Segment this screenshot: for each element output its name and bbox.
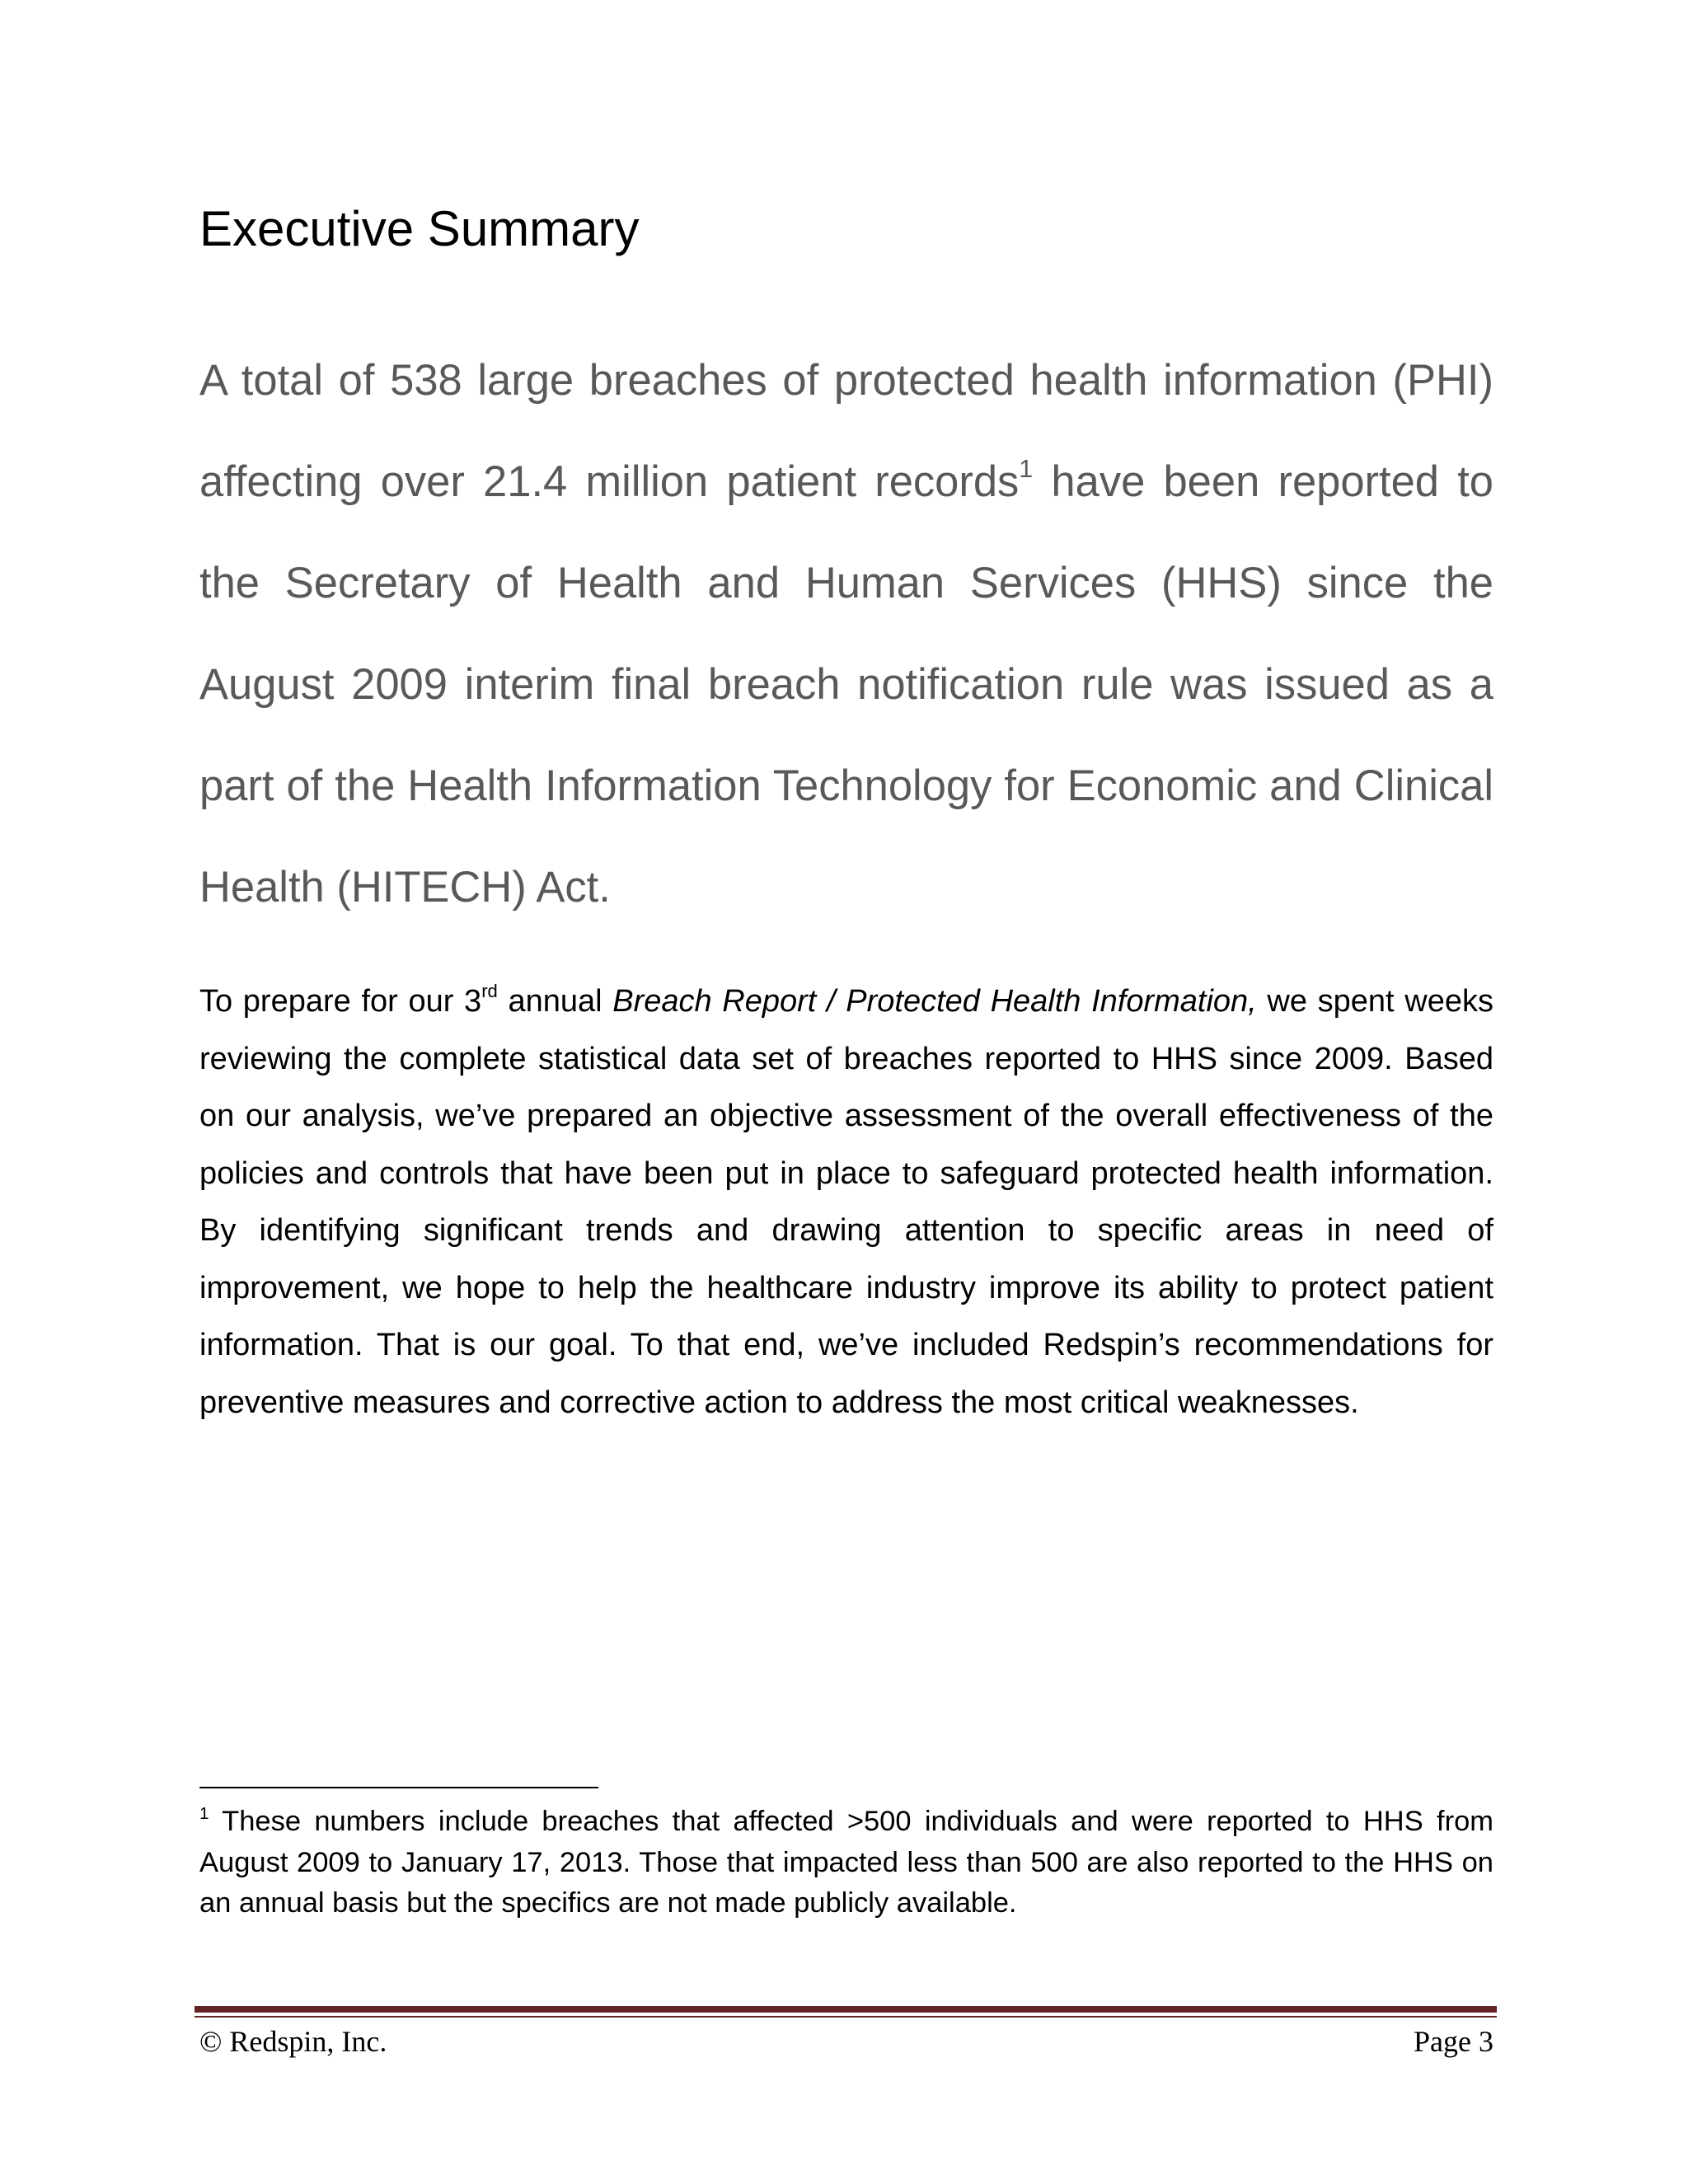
ordinal-suffix: rd xyxy=(481,981,498,1002)
footer-copyright: © Redspin, Inc. xyxy=(199,2025,387,2058)
page-title: Executive Summary xyxy=(199,201,640,256)
report-title: Breach Report / Protected Health Information, xyxy=(612,984,1257,1019)
body-text-1: To prepare for our 3 xyxy=(199,984,482,1019)
footer-page-number: Page 3 xyxy=(1414,2025,1493,2058)
lead-paragraph xyxy=(199,330,1493,938)
lead-text-end: have been reported to the Secretary of Health and Human Services (HHS) since the August 2009 interim final breach notification rule was issued as a part of the Health Information Technology for Economic and Clinical Health (HITECH) Act. xyxy=(199,457,1493,912)
footnote-number: 1 xyxy=(199,1803,209,1823)
footnote-text: These numbers include breaches that affected >500 individuals and were reported to HHS from August 2009 to January 17, 2013. Those that impacted less than 500 are also reported to the HHS on an annual basis but the specifics are not made publicly available. xyxy=(199,1806,1493,1919)
footnote-separator xyxy=(199,1787,598,1788)
footer-rule-thin xyxy=(195,2016,1497,2018)
body-paragraph xyxy=(199,973,1493,1432)
lead-text-start: A total of 538 large breaches of protected health information (PHI) affecting over 21.4 million patient records xyxy=(199,356,1493,506)
footer-rule-thick xyxy=(195,2006,1497,2013)
footnote-reference[interactable]: 1 xyxy=(1019,455,1034,484)
footnote xyxy=(199,1802,1493,1924)
body-text-3: we spent weeks reviewing the complete statistical data set of breaches reported to HHS since 2009. Based on our analysis, we’ve prepared an objective assessment of the overall effectiveness of the policies and controls that have been put in place to safeguard protected health information. By identifying significant trends and drawing attention to specific areas in need of improvement, we hope to help the healthcare industry improve its ability to protect patient information. That is our goal. To that end, we’ve included Redspin’s recommendations for preventive measures and corrective action to address the most critical weaknesses. xyxy=(199,984,1493,1420)
body-text-2: annual xyxy=(497,984,613,1019)
page-footer xyxy=(199,2021,1493,2062)
